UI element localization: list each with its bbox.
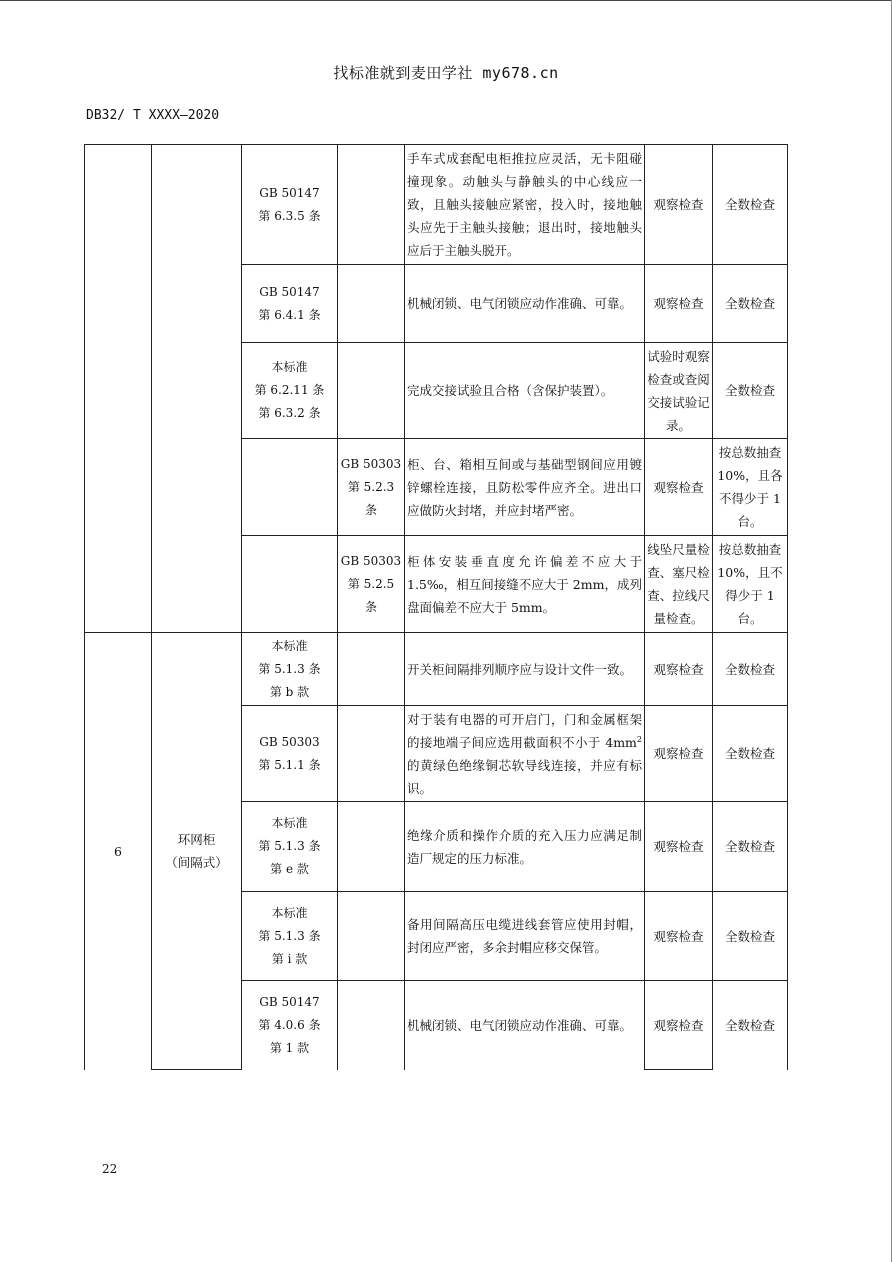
inspection-quantity: 全数检查 bbox=[713, 892, 788, 981]
inspection-method: 观察检查 bbox=[645, 439, 713, 536]
page-top-border bbox=[0, 0, 892, 1]
general-item-reference bbox=[338, 802, 405, 892]
inspection-quantity: 全数检查 bbox=[713, 265, 788, 343]
inspection-quantity: 按总数抽查10%，且各不得少于 1 台。 bbox=[713, 439, 788, 536]
requirement-text: 手车式成套配电柜推拉应灵活，无卡阻碰撞现象。动触头与静触头的中心线应一致，且触头接触应紧密，投入时，接地触头应先于主触头接触；退出时，接地触头应后于主触头脱开。 bbox=[405, 145, 645, 265]
general-item-reference bbox=[338, 706, 405, 802]
table-row bbox=[85, 633, 788, 706]
main-control-reference: 本标准 第 5.1.3 条 第 i 款 bbox=[242, 892, 338, 981]
general-item-reference bbox=[338, 343, 405, 439]
main-control-reference: GB 50147 第 6.3.5 条 bbox=[242, 145, 338, 265]
inspection-quantity: 按总数抽查10%，且不得少于 1 台。 bbox=[713, 536, 788, 633]
main-control-reference: GB 50147 第 4.0.6 条 第 1 款 bbox=[242, 981, 338, 1070]
requirement-text-part: 对于装有电器的可开启门，门和金属框架的接地端子间应选用截面积不小于 4mm bbox=[407, 711, 642, 750]
superscript-unit: 2 bbox=[636, 734, 642, 744]
inspection-quantity: 全数检查 bbox=[713, 343, 788, 439]
item-number-cell: 6 bbox=[85, 633, 152, 1070]
item-name-cell: 环网柜 （间隔式） bbox=[152, 633, 242, 1070]
item-number-cell bbox=[85, 145, 152, 633]
requirement-text: 绝缘介质和操作介质的充入压力应满足制造厂规定的压力标准。 bbox=[405, 802, 645, 892]
main-control-reference: GB 50303 第 5.1.1 条 bbox=[242, 706, 338, 802]
inspection-quantity: 全数检查 bbox=[713, 145, 788, 265]
requirement-text: 机械闭锁、电气闭锁应动作准确、可靠。 bbox=[405, 265, 645, 343]
inspection-method: 观察检查 bbox=[645, 892, 713, 981]
inspection-quantity: 全数检查 bbox=[713, 981, 788, 1070]
inspection-quantity: 全数检查 bbox=[713, 633, 788, 706]
requirement-text: 柜体安装垂直度允许偏差不应大于 1.5‰，相互间接缝不应大于 2mm，成列盘面偏差不应大于 5mm。 bbox=[405, 536, 645, 633]
inspection-method: 线坠尺量检查、塞尺检查、拉线尺量检查。 bbox=[645, 536, 713, 633]
main-control-reference: GB 50147 第 6.4.1 条 bbox=[242, 265, 338, 343]
main-control-reference: 本标准 第 6.2.11 条 第 6.3.2 条 bbox=[242, 343, 338, 439]
general-item-reference: GB 50303 第 5.2.3 条 bbox=[338, 439, 405, 536]
requirement-text: 机械闭锁、电气闭锁应动作准确、可靠。 bbox=[405, 981, 645, 1070]
requirement-text: 完成交接试验且合格（含保护装置）。 bbox=[405, 343, 645, 439]
general-item-reference bbox=[338, 981, 405, 1070]
main-control-reference bbox=[242, 439, 338, 536]
inspection-method: 观察检查 bbox=[645, 802, 713, 892]
page-number: 22 bbox=[102, 1162, 118, 1176]
requirement-text-part: 的黄绿色绝缘铜芯软导线连接，并应有标识。 bbox=[407, 757, 642, 796]
item-name-cell bbox=[152, 145, 242, 633]
inspection-quantity: 全数检查 bbox=[713, 802, 788, 892]
main-control-reference: 本标准 第 5.1.3 条 第 e 款 bbox=[242, 802, 338, 892]
inspection-method: 试验时观察检查或查阅交接试验记录。 bbox=[645, 343, 713, 439]
general-item-reference bbox=[338, 145, 405, 265]
document-code: DB32/ T XXXX—2020 bbox=[86, 108, 220, 123]
requirement-text: 柜、台、箱相互间或与基础型钢间应用镀锌螺栓连接，且防松零件应齐全。进出口应做防火封堵，并应封堵严密。 bbox=[405, 439, 645, 536]
requirement-text: 开关柜间隔排列顺序应与设计文件一致。 bbox=[405, 633, 645, 706]
inspection-method: 观察检查 bbox=[645, 633, 713, 706]
requirement-text: 备用间隔高压电缆进线套管应使用封帽，封闭应严密，多余封帽应移交保管。 bbox=[405, 892, 645, 981]
general-item-reference bbox=[338, 892, 405, 981]
table-row bbox=[85, 145, 788, 265]
inspection-quantity: 全数检查 bbox=[713, 706, 788, 802]
main-control-reference bbox=[242, 536, 338, 633]
inspection-method: 观察检查 bbox=[645, 265, 713, 343]
inspection-method: 观察检查 bbox=[645, 981, 713, 1070]
main-control-reference: 本标准 第 5.1.3 条 第 b 款 bbox=[242, 633, 338, 706]
general-item-reference bbox=[338, 633, 405, 706]
general-item-reference bbox=[338, 265, 405, 343]
general-item-reference: GB 50303 第 5.2.5 条 bbox=[338, 536, 405, 633]
inspection-method: 观察检查 bbox=[645, 145, 713, 265]
inspection-table bbox=[84, 144, 788, 1070]
requirement-text bbox=[405, 706, 645, 802]
inspection-method: 观察检查 bbox=[645, 706, 713, 802]
watermark-header: 找标准就到麦田学社 my678.cn bbox=[333, 64, 559, 82]
